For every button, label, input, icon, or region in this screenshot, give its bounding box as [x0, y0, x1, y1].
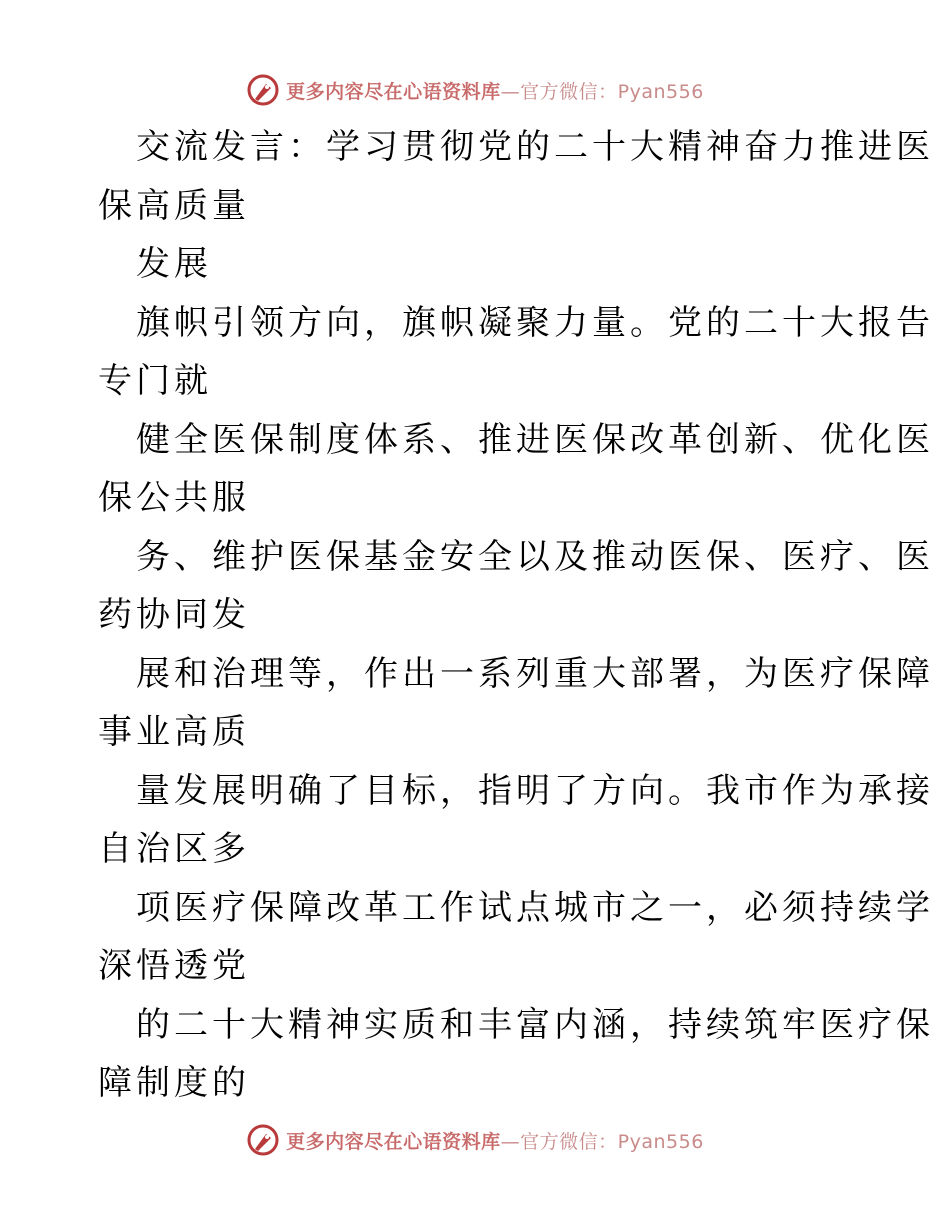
text-line: 发展	[136, 244, 212, 284]
header-watermark	[0, 70, 950, 110]
watermark-separator: —	[500, 1130, 521, 1153]
text-line: 专门就	[98, 361, 212, 401]
watermark-text	[286, 77, 704, 104]
text-line: 障制度的	[98, 1063, 250, 1103]
text-line: 的二十大精神实质和丰富内涵，持续筑牢医疗保	[136, 1004, 934, 1045]
text-line: 药协同发	[98, 595, 250, 635]
watermark-text	[286, 1127, 704, 1154]
pen-nib-logo-icon	[246, 73, 280, 107]
watermark-wechat: 官方微信：Pyan556	[520, 1130, 704, 1153]
text-line: 量发展明确了目标，指明了方向。我市作为承接	[136, 770, 934, 811]
text-line: 事业高质	[98, 712, 250, 752]
text-line: 自治区多	[98, 829, 250, 869]
text-line: 保公共服	[98, 478, 250, 518]
watermark-separator: —	[500, 80, 521, 103]
text-line: 务、维护医保基金安全以及推动医保、医疗、医	[136, 536, 934, 577]
text-line: 展和治理等，作出一系列重大部署，为医疗保障	[136, 653, 934, 694]
text-line: 保高质量	[98, 185, 250, 226]
text-line: 旗帜引领方向，旗帜凝聚力量。党的二十大报告	[136, 302, 934, 343]
document-body	[98, 118, 934, 1113]
text-line: 项医疗保障改革工作试点城市之一，必须持续学	[136, 887, 934, 928]
watermark-brand: 更多内容尽在心语资料库	[286, 1130, 501, 1153]
text-line: 健全医保制度体系、推进医保改革创新、优化医	[136, 419, 934, 460]
watermark-wechat: 官方微信：Pyan556	[520, 80, 704, 103]
watermark-brand: 更多内容尽在心语资料库	[286, 80, 501, 103]
pen-nib-logo-icon	[246, 1123, 280, 1157]
text-line: 深悟透党	[98, 946, 250, 986]
text-line: 交流发言：学习贯彻党的二十大精神奋力推进医	[136, 127, 934, 167]
footer-watermark	[0, 1120, 950, 1160]
